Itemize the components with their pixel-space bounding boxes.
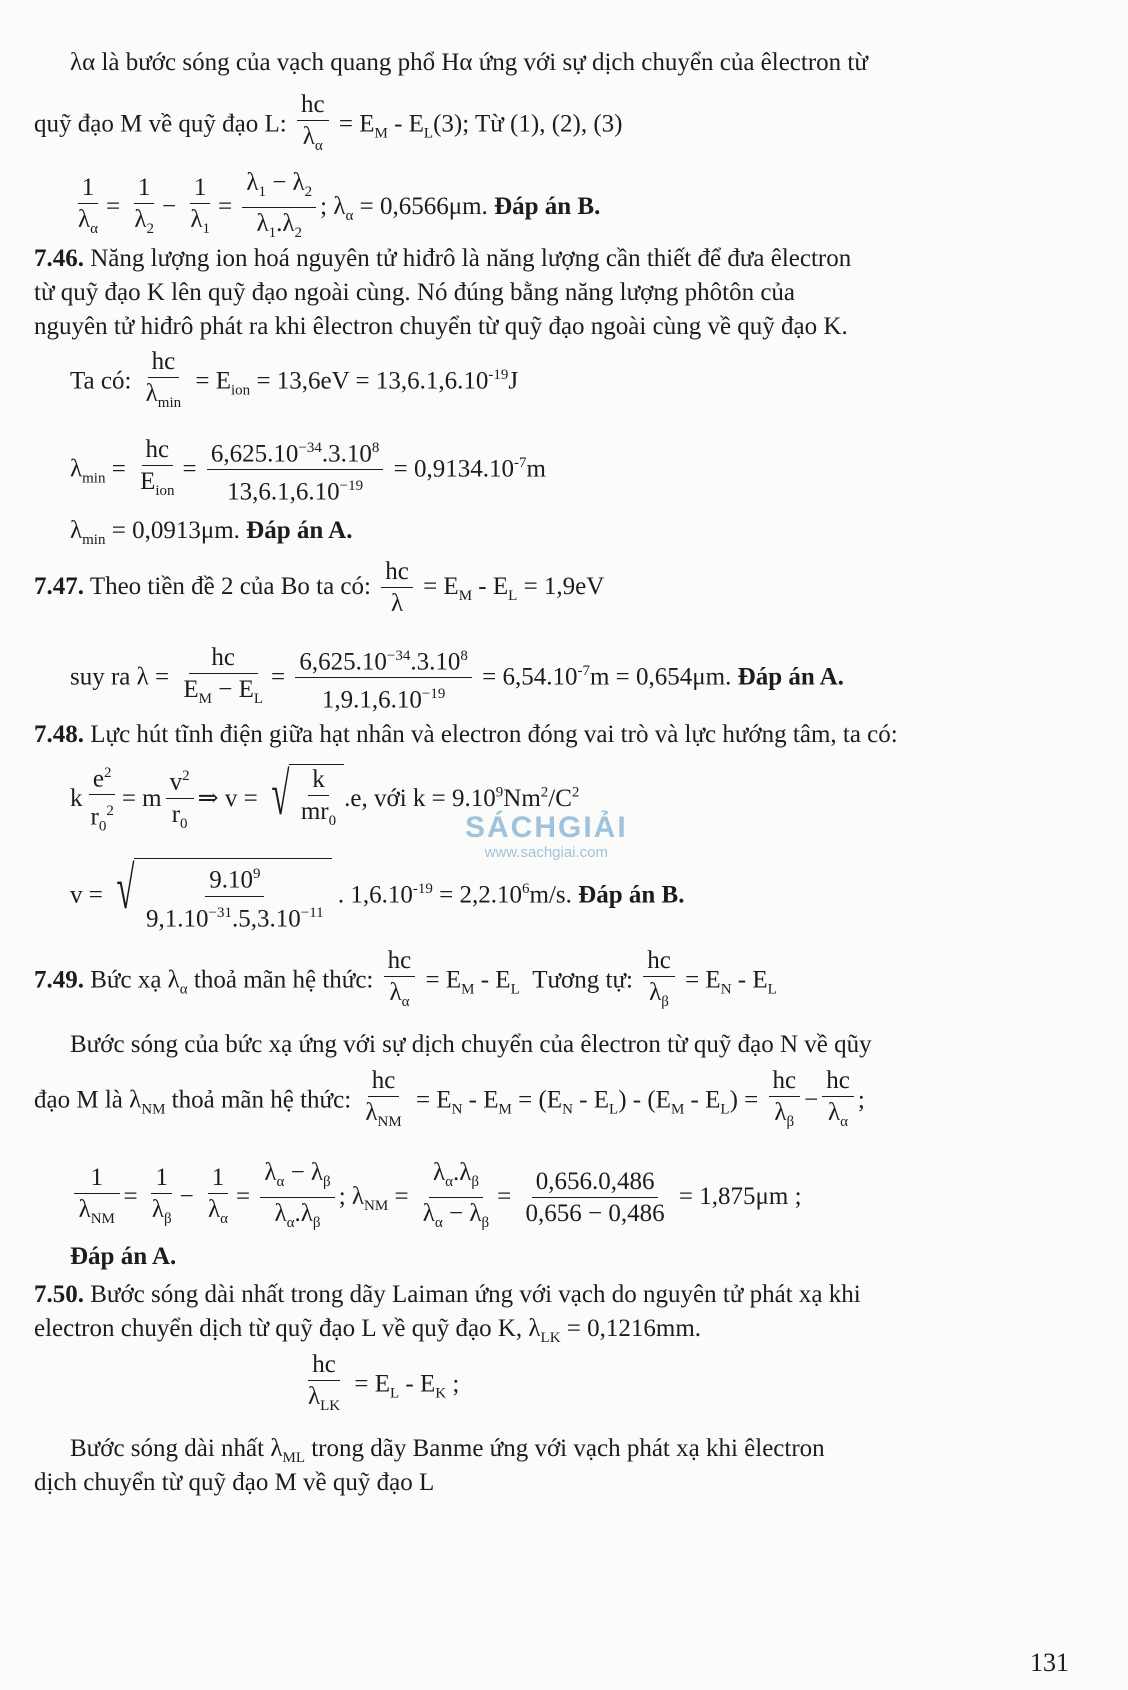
watermark-url: www.sachgiai.com [484, 844, 609, 861]
text: = E [685, 966, 721, 994]
text: Ta có: [70, 367, 132, 395]
text-line: quỹ đạo M về quỹ đạo L: $\frac{hc}{\lambda_\alpha}$ = $E_M - E_L(3)$; Từ (1), (2), (3) [34, 90, 623, 165]
text: Bước sóng dài nhất trong dãy Laiman ứng với vạch do nguyên tử phát xạ khi [90, 1281, 861, 1308]
text: m = 0,654μm. [589, 663, 732, 691]
text: Tương tự: [532, 966, 633, 994]
text: trong dãy Banme ứng với vạch phát xạ khi êlectron [311, 1435, 825, 1462]
formula-line: $\lambda_{min}$ = hc $E_{ion}$ = $\frac{6,625.10^{-34}.3.10^8}{13,6.1,6.10^{-19}}$ = $0,9134.10^{-7}m$ [70, 432, 546, 509]
text: - E [468, 1086, 499, 1114]
text-line [34, 1280, 861, 1310]
formula-line: v = √ $\frac{9.10^9}{9,1.10^{-31}.5,3.10^{-11}}$ . $1,6.10^{-19} = 2,2.10^6m/s$. Đáp án B. [70, 856, 684, 935]
text: ) = [729, 1086, 759, 1114]
text: Bức xạ λ [90, 966, 180, 994]
formula-line: $\frac{1}{\lambda_\alpha}$ = $\frac{1}{\lambda_2}$ − $\frac{1}{\lambda_1}$ = $\frac{\lambda_1 - \lambda_2}{\lambda_1.\lambda_2}$ ; $\lambda_\alpha = 0,6566\mu m$. Đáp án B. [78, 169, 601, 241]
text: Lực hút tĩnh điện giữa hạt nhân và electron đóng vai trò và lực hướng tâm, ta có: [90, 721, 898, 748]
text: Bước sóng dài nhất λ [70, 1435, 283, 1462]
text: - E [394, 110, 424, 138]
formula-line: suy ra λ = $\frac{hc}{E_M - E_L}$ = $\frac{6,625.10^{-34}.3.10^8}{1,9.1,6.10^{-19}}$ = $6,54.10^{-7}m = 0,654\mu m$. Đáp án A. [70, 640, 844, 716]
text-line: Bước sóng của bức xạ ứng với sự dịch chuyển của êlectron từ quỹ đạo N về qũy [70, 1031, 872, 1058]
text: = E [338, 110, 375, 138]
text-line: dịch chuyển từ quỹ đạo M về quỹ đạo L [34, 1469, 435, 1496]
text: - E [478, 573, 509, 600]
text: = 0,9134.10 [393, 455, 514, 483]
text: m/s. [529, 881, 572, 909]
text: - E [690, 1086, 721, 1114]
text: = 1,875μm ; [678, 1183, 802, 1211]
formula-line: Ta có: hc $\lambda_{min}$ = $E_{ion} = 13,6eV = 13,6.1,6.10^{-19}J$ [70, 347, 519, 411]
page-number: 131 [1030, 1648, 1069, 1677]
formula-line: đạo M là $\lambda_{NM}$ thoả mãn hệ thức: hc $\lambda_{NM}$ = $E_N - E_M = (E_N - E_L) - (E_M - E_L)$ = $\frac{hc}{\lambda_\beta}$ − $\frac{hc}{\lambda_\alpha}$ ; [34, 1067, 865, 1130]
text: Năng lượng ion hoá nguyên tử hiđrô là năng lượng cần thiết để đưa êlectron [90, 245, 852, 272]
answer-label: Đáp án A. [737, 663, 844, 691]
text: = 2,2.10 [439, 881, 523, 909]
text: - E [480, 966, 511, 994]
watermark-logo-text: SÁCHGIẢI [465, 811, 628, 844]
text: /C [548, 785, 572, 813]
exercise-number: 7.46. [34, 245, 84, 272]
answer-label: Đáp án B. [578, 881, 685, 909]
exercise-number: 7.49. [34, 966, 84, 994]
text: (3); Từ (1), (2), (3) [433, 110, 623, 138]
formula-line: $\lambda_{min} = 0,0913\mu m$. Đáp án A. [70, 517, 353, 548]
text: thoả mãn hệ thức: [193, 966, 374, 994]
text: - E [737, 966, 768, 994]
text-line: 7.47. Theo tiền đề 2 của Bo ta có: $\frac{hc}{\lambda}$ = $E_M - E_L = 1,9eV$ [34, 557, 605, 617]
text: suy ra λ = [70, 663, 170, 691]
text: thoả mãn hệ thức: [171, 1086, 352, 1114]
exercise-number: 7.48. [34, 721, 84, 748]
text: = 13,6eV = 13,6.1,6.10 [256, 367, 489, 395]
text: - E [405, 1370, 436, 1398]
exercise-number: 7.50. [34, 1281, 84, 1308]
text: .e, với k = 9.10 [344, 785, 496, 813]
text: = 1,9eV [523, 573, 605, 600]
text: = 0,0913μm. [111, 517, 240, 544]
text: ; [452, 1370, 460, 1398]
text-line: λα là bước sóng của vạch quang phổ Hα ứng với sự dịch chuyển của êlectron từ [70, 49, 868, 76]
text: quỹ đạo M về quỹ đạo L: [34, 110, 287, 138]
answer-label: Đáp án A. [246, 517, 353, 544]
text-line: electron chuyển dịch từ quỹ đạo L về quỹ đạo K, $\lambda_{LK} = 0,1216mm$. [34, 1315, 702, 1346]
text: = E [195, 367, 232, 395]
text-line [34, 720, 898, 750]
text: m [526, 455, 546, 483]
text: . 1,6.10 [337, 881, 413, 909]
fraction: $\frac{hc}{\lambda_\alpha}$ [297, 90, 329, 162]
text: = 6,54.10 [482, 663, 578, 691]
answer-label: Đáp án B. [494, 193, 601, 221]
formula-line: 1 $\lambda_{NM}$ = $\frac{1}{\lambda_\beta}$ − $\frac{1}{\lambda_\alpha}$ = $\frac{\lambda_\alpha - \lambda_\beta}{\lambda_\alpha.\lambda_\beta}$ ; $\lambda_{NM}$ = $\frac{\lambda_\alpha.\lambda_\beta}{\lambda_\alpha - \lambda_\beta}$ = $\frac{0,656.0,486}{0,656 - 0,486}$ = 1,875μm ; [70, 1158, 802, 1239]
text-line: Bước sóng dài nhất $\lambda_{ML}$ trong dãy Banme ứng với vạch phát xạ khi êlectron [70, 1435, 825, 1466]
text: = E [415, 1086, 452, 1114]
formula-line: hc $\lambda_{LK}$ = $E_L - E_K$ ; [308, 1351, 460, 1414]
text: ) - (E [618, 1086, 671, 1114]
text: ; λ [320, 193, 346, 221]
answer-label: Đáp án A. [70, 1243, 177, 1270]
text: v = [70, 881, 103, 909]
text: Theo tiền đề 2 của Bo ta có: [89, 573, 371, 600]
text: - E [579, 1086, 610, 1114]
text: = 0,1216mm. [566, 1315, 702, 1342]
text: đạo M là λ [34, 1086, 142, 1114]
exercise-number: 7.47. [34, 573, 84, 600]
text-line [34, 244, 1000, 274]
formula-line: k $\frac{e^2}{r_0^2}$ = m $\frac{v^2}{r_0}$ ⇒ v = √ $\frac{k}{mr_0}$ .e, với $k = 9.10^9Nm^2/C^2$ [70, 758, 579, 843]
text: J [508, 367, 519, 395]
text: electron chuyển dịch từ quỹ đạo L về quỹ đạo K, λ [34, 1315, 541, 1342]
text-line: 7.49. Bức xạ $\lambda_\alpha$ thoả mãn hệ thức: $\frac{hc}{\lambda_\alpha}$ = $E_M - E_L$ Tương tự: $\frac{hc}{\lambda_\beta}$ = $E_N - E_L$ [34, 947, 777, 1010]
text: = E [354, 1370, 390, 1398]
text: Nm [503, 785, 541, 813]
text-line: từ quỹ đạo K lên quỹ đạo ngoài cùng. Nó đúng bằng năng lượng phôtôn của [34, 279, 796, 306]
text: = (E [518, 1086, 563, 1114]
answer-line [70, 1242, 176, 1272]
text-line: nguyên tử hiđrô phát ra khi êlectron chuyển từ quỹ đạo ngoài cùng về quỹ đạo K. [34, 313, 848, 340]
text: = 0,6566μm. [359, 193, 488, 221]
text: = E [423, 573, 459, 600]
text: = E [425, 966, 462, 994]
